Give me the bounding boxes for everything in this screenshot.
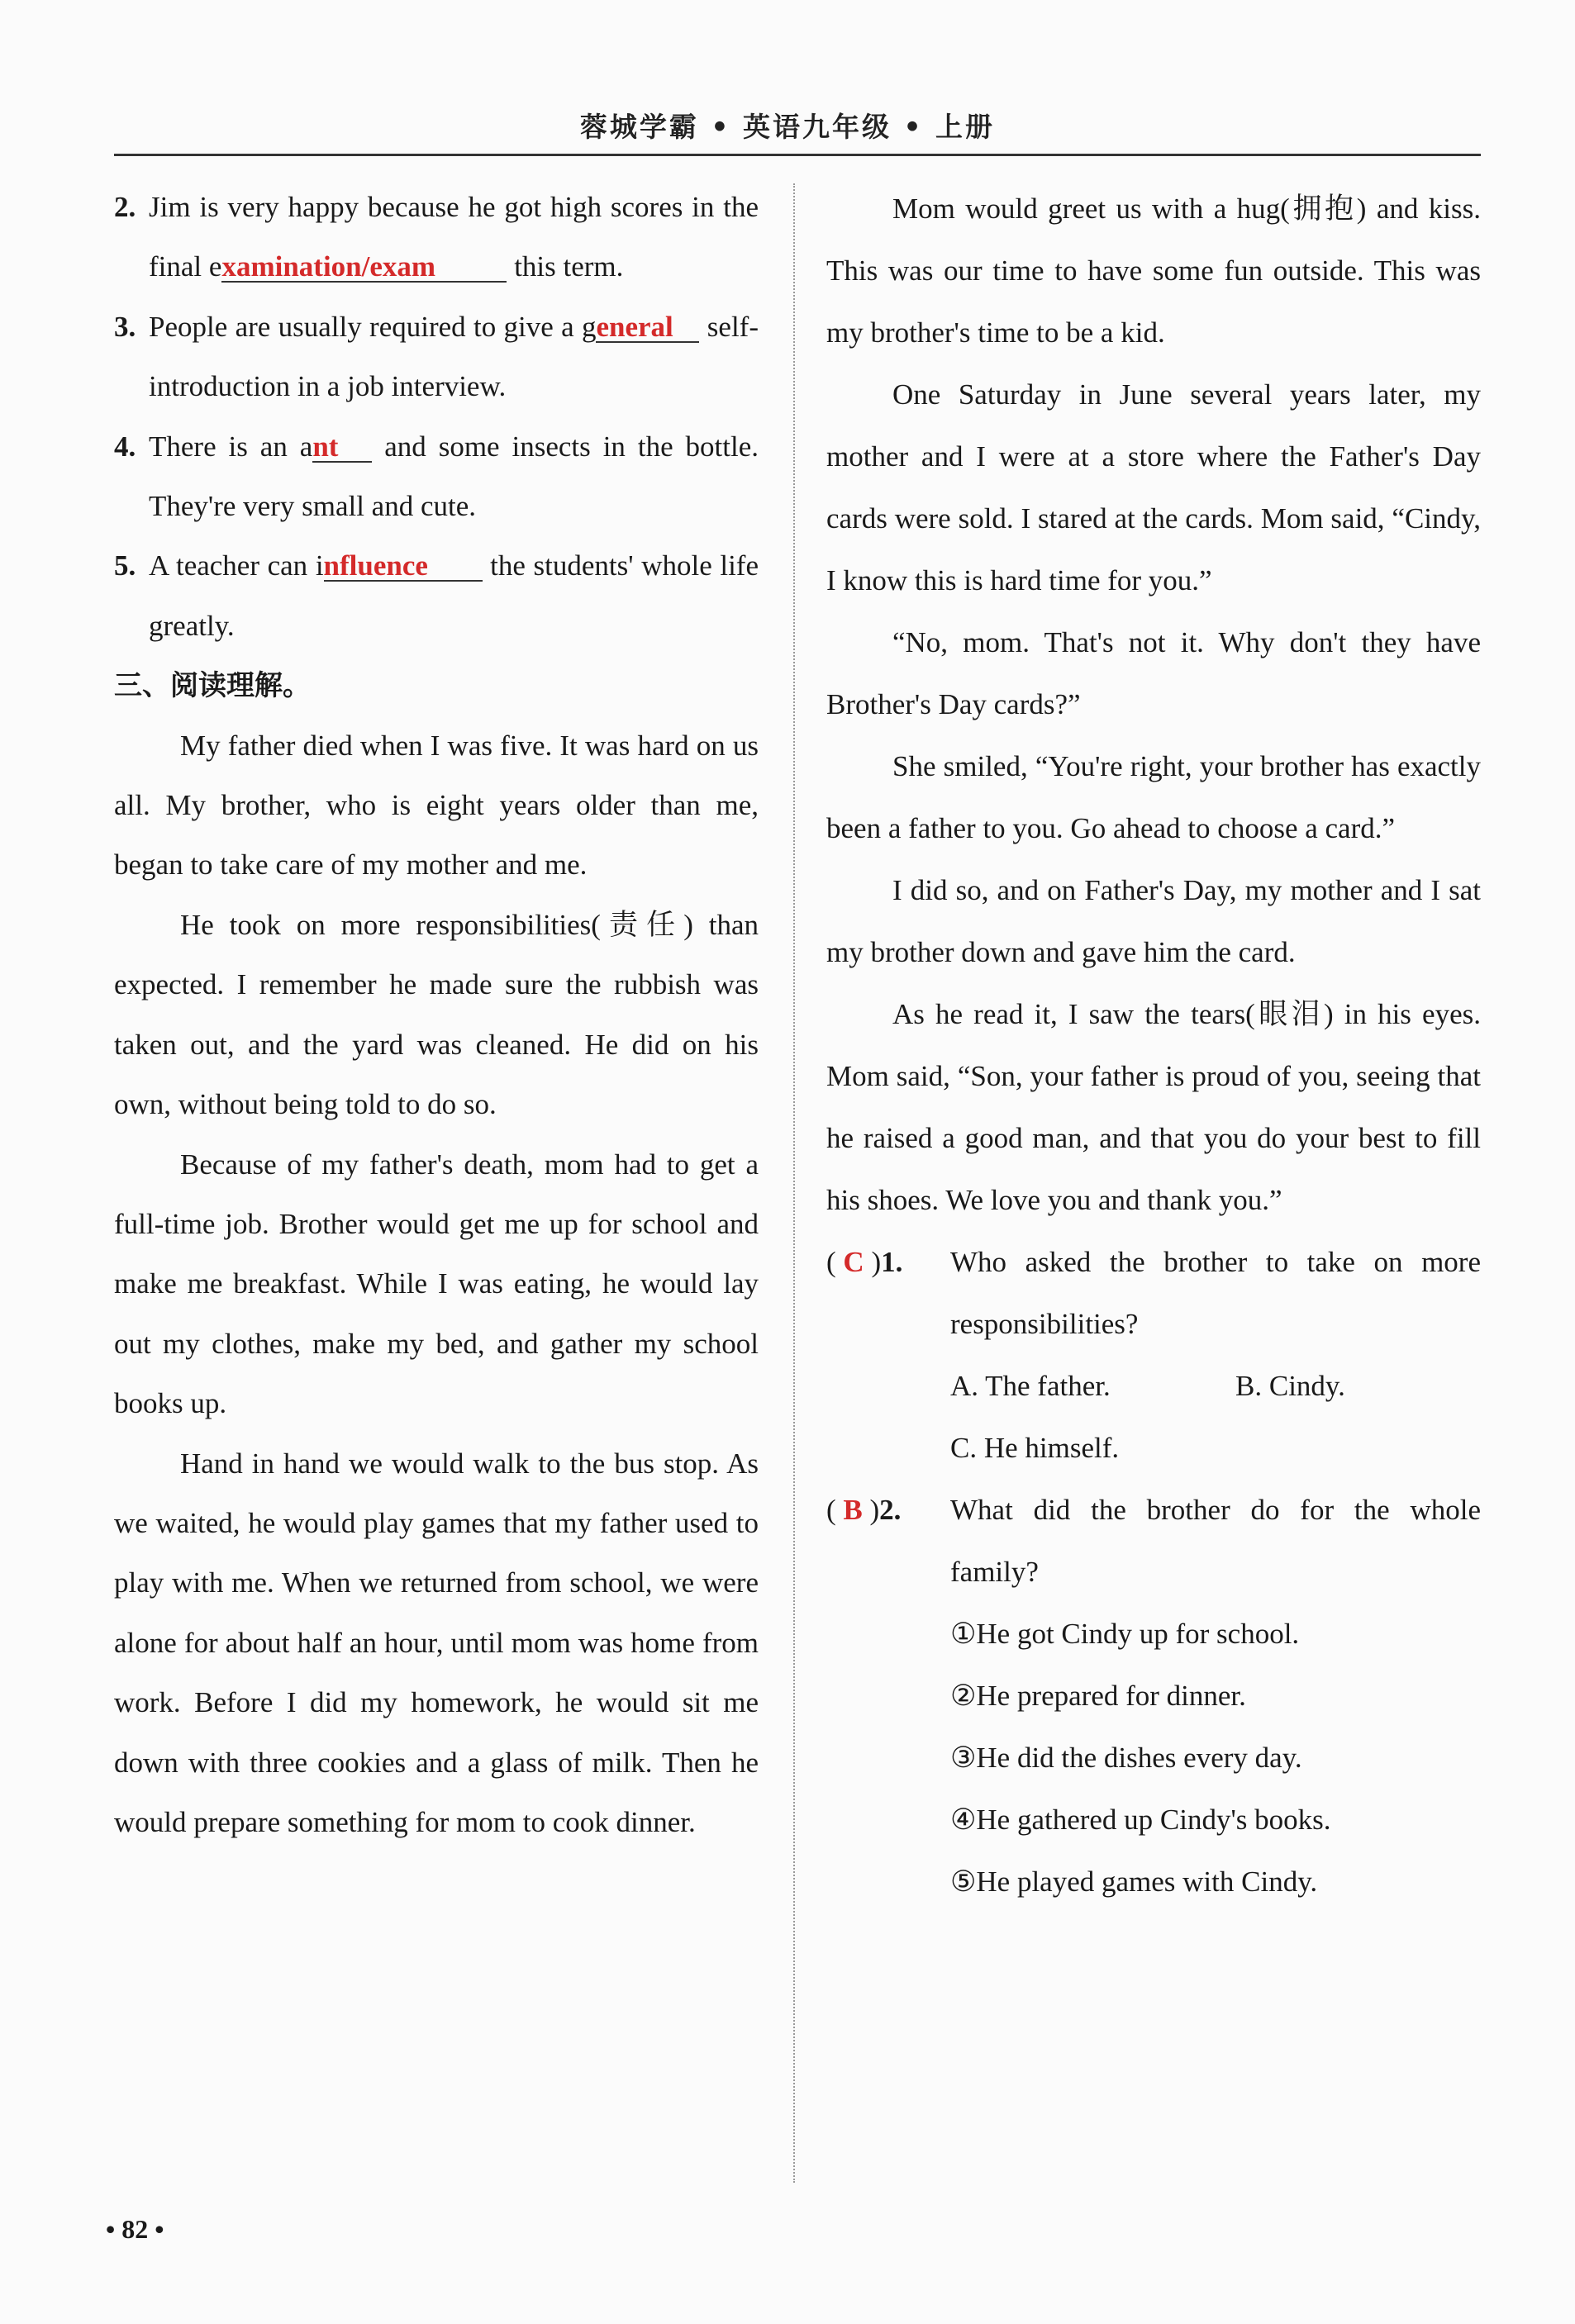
item-text-post: and some insects in the bottle. They're very small and cute. <box>149 430 759 523</box>
item-letter: e <box>208 250 222 283</box>
answer-text: eneral <box>596 310 673 343</box>
answer-blank[interactable] <box>221 250 507 283</box>
option-a[interactable]: A. The father. <box>950 1370 1111 1402</box>
item-text-post: the students' whole life greatly. <box>149 549 759 642</box>
fill-item-5 <box>114 536 759 656</box>
item-text: Jim is very happy because he got high scores in the final <box>149 191 759 283</box>
item-text: A teacher can <box>149 549 316 582</box>
item-text-post: this term. <box>507 250 624 283</box>
answer-blank[interactable] <box>323 549 483 582</box>
fill-item-4 <box>114 417 759 537</box>
statement-2: ②He prepared for dinner. <box>950 1680 1246 1712</box>
passage-paragraph: “No, mom. That's not it. Why don't they have Brother's Day cards?” <box>826 626 1481 720</box>
question-text: Who asked the brother to take on more responsibilities? <box>950 1246 1481 1340</box>
answer-bracket[interactable] <box>826 1479 950 1603</box>
statement-1: ①He got Cindy up for school. <box>950 1618 1300 1650</box>
item-letter: i <box>315 549 324 582</box>
passage-paragraph: Hand in hand we would walk to the bus stop. As we waited, he would play games that my father used to play with me. When we returned from school, we were alone for about half an hour, until mom was home from work. Before I did my homework, he would sit me down with three cookies and a glass of milk. Then he would prepare something for mom to cook dinner. <box>114 1447 759 1838</box>
page-number: • 82 • <box>106 2214 164 2244</box>
item-text-post: self-introduction in a job interview. <box>149 310 759 403</box>
bracket-open: ( <box>826 1494 844 1526</box>
statement-3: ③He did the dishes every day. <box>950 1742 1302 1774</box>
statement-5: ⑤He played games with Cindy. <box>950 1865 1318 1898</box>
statement-4: ④He gathered up Cindy's books. <box>950 1804 1331 1836</box>
fill-item-2 <box>114 178 759 297</box>
item-text: People are usually required to give a <box>149 310 582 343</box>
item-text: There is an <box>149 430 300 463</box>
passage-paragraph: As he read it, I saw the tears(眼泪) in his eyes. Mom said, “Son, your father is proud of you, seeing that he raised a good man, and that you do your best to fill his shoes. We love you and thank you.” <box>826 998 1481 1216</box>
item-number: 5. <box>114 549 136 582</box>
question-number: 2. <box>879 1494 902 1526</box>
header-rule <box>114 154 1481 156</box>
answer-blank[interactable] <box>596 310 699 343</box>
question-1 <box>826 1231 1481 1355</box>
option-c[interactable]: C. He himself. <box>950 1432 1120 1464</box>
passage-paragraph: I did so, and on Father's Day, my mother and I sat my brother down and gave him the card. <box>826 874 1481 968</box>
answer-bracket[interactable] <box>826 1231 950 1355</box>
answer-text: nt <box>312 430 339 463</box>
fill-item-3 <box>114 297 759 417</box>
item-number: 2. <box>114 191 136 223</box>
passage-paragraph: She smiled, “You're right, your brother has exactly been a father to you. Go ahead to choose a card.” <box>826 750 1481 844</box>
bracket-close: ) <box>864 1246 882 1278</box>
question-number: 1. <box>881 1246 903 1278</box>
passage-paragraph: Because of my father's death, mom had to get a full-time job. Brother would get me up for school and make me breakfast. While I was eating, he would lay out my clothes, make my bed, and gather my school books up. <box>114 1148 759 1420</box>
item-number: 4. <box>114 430 136 463</box>
page-header: 蓉城学霸 • 英语九年级 • 上册 <box>579 111 996 143</box>
options-row <box>826 1355 1481 1417</box>
option-b[interactable]: B. Cindy. <box>1235 1370 1345 1402</box>
column-divider <box>793 183 795 2183</box>
choice-answer: C <box>843 1246 864 1278</box>
item-letter: a <box>299 430 313 463</box>
right-column <box>826 178 1481 1913</box>
passage-paragraph: My father died when I was five. It was hard on us all. My brother, who is eight years older than me, began to take care of my mother and me. <box>114 729 759 882</box>
answer-text: nfluence <box>323 549 428 582</box>
choice-answer: B <box>843 1494 863 1526</box>
left-column <box>114 178 759 1852</box>
question-2 <box>826 1479 1481 1603</box>
passage-paragraph: He took on more responsibilities(责任) than expected. I remember he made sure the rubbish was taken out, and the yard was cleaned. He did on his own, without being told to do so. <box>114 908 759 1121</box>
answer-blank[interactable] <box>312 430 372 463</box>
item-letter: g <box>581 310 597 343</box>
passage-paragraph: Mom would greet us with a hug(拥抱) and kiss. This was our time to have some fun outside. This was my brother's time to be a kid. <box>826 192 1481 349</box>
section-title: 三、阅读理解。 <box>114 669 311 703</box>
passage-paragraph: One Saturday in June several years later, my mother and I were at a store where the Father's Day cards were sold. I stared at the cards. Mom said, “Cindy, I know this is hard time for you.” <box>826 378 1481 596</box>
bracket-close: ) <box>862 1494 880 1526</box>
bracket-open: ( <box>826 1246 844 1278</box>
answer-text: xamination/exam <box>221 250 436 283</box>
question-text: What did the brother do for the whole family? <box>950 1494 1481 1588</box>
item-number: 3. <box>114 310 136 343</box>
